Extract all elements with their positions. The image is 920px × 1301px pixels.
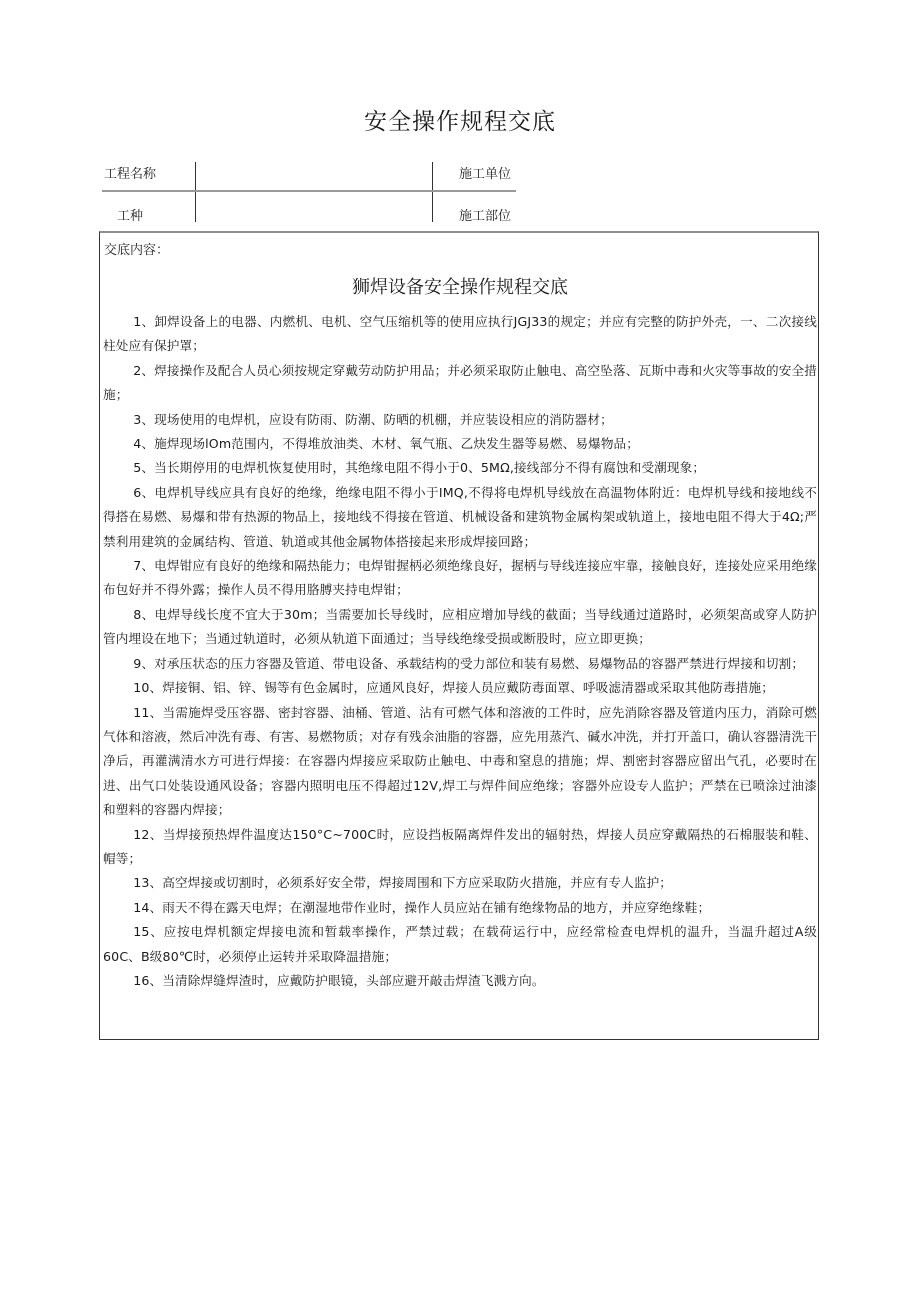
- rule-item: 14、雨天不得在露天电焊；在潮湿地带作业时，操作人员应站在铺有绝缘物品的地方，并应穿绝缘鞋；: [133, 899, 711, 915]
- rule-item: 10、焊接铜、铝、锌、锡等有色金属时，应通风良好，焊接人员应戴防毒面罩、呼吸滤清器或采取其他防毒措施；: [133, 680, 775, 696]
- rule-item: 12、当焊接预热焊件温度达150°C~700C时，应设挡板隔离焊件发出的辐射热，焊接人员应穿戴隔热的石棉服装和鞋、帽等；: [103, 826, 817, 866]
- briefing-content-box: [99, 231, 819, 1040]
- rule-item: 15、应按电焊机额定焊接电流和暂载率操作，严禁过载；在载荷运行中，应经常检查电焊机的温升，当温升超过A级60C、B级80℃时，必须停止运转并采取降温措施；: [103, 924, 817, 964]
- rule-item: 5、当长期停用的电焊机恢复使用时，其绝缘电阻不得小于0、5MΩ,接线部分不得有腐蚀和受潮现象；: [133, 460, 706, 476]
- rule-item: 2、焊接操作及配合人员心须按规定穿戴劳动防护用品；并必须采取防止触电、高空坠落、瓦斯中毒和火灾等事故的安全措施；: [103, 362, 817, 403]
- rule-item: 11、当需施焊受压容器、密封容器、油桶、管道、沾有可燃气体和溶液的工件时，应先消除容器及管道内压力，消除可燃气体和溶液，然后冲洗有毒、有害、易燃物质；对存有残余油脂的容器，应先用蒸汽、碱水冲洗，并打开盖口，确认容器清洗干净后，再灌满清水方可进行焊接：在容器内焊接应采取防止触电、中毒和窒息的措施；焊、割密封容器应留出气孔，必要时在进、出气口处装设通风设备；容器内照明电压不得超过12V,焊工与焊件间应绝缘；容器外应设专人监护；严禁在已喷涂过油漆和塑料的容器内焊接；: [103, 704, 817, 818]
- column-divider: [195, 162, 196, 222]
- rule-item: 8、电焊导线长度不宜大于30m；当需要加长导线时，应相应增加导线的截面；当导线通过道路时，必须架高或穿人防护管内埋设在地下；当通过轨道时，必须从轨道下面通过；当导线绝缘受损或断股时，应立即更换；: [103, 606, 817, 647]
- rule-item: 6、电焊机导线应具有良好的绝缘，绝缘电阻不得小于IMQ,不得将电焊机导线放在高温物体附近：电焊机导线和接地线不得搭在易燃、易爆和带有热源的物品上，接地线不得接在管道、机械设备和建筑物金属构架或轨道上，接地电阻不得大于4Ω;严禁利用建筑的金属结构、管道、轨道或其他金属物体搭接起来形成焊接回路；: [103, 484, 817, 549]
- rule-item: 1、卸焊设备上的电器、内燃机、电机、空气压缩机等的使用应执行JGJ33的规定；并应有完整的防护外壳，一、二次接线柱处应有保护罩；: [103, 314, 817, 354]
- column-divider: [432, 162, 433, 222]
- section-title: 狮焊设备安全操作规程交底: [352, 277, 568, 298]
- content-label: 交底内容：: [104, 243, 170, 258]
- row-divider: [102, 190, 516, 192]
- rules-list: [103, 310, 817, 993]
- rule-item: 16、当清除焊缝焊渣时，应戴防护眼镜，头部应避开敲击焊渣飞溅方向。: [133, 972, 545, 988]
- construction-unit-label: 施工单位: [459, 167, 512, 182]
- rule-item: 4、施焊现场lOm范围内，不得堆放油类、木材、氧气瓶、乙炔发生器等易燃、易爆物品；: [133, 436, 640, 452]
- rule-item: 9、对承压状态的压力容器及管道、带电设备、承载结构的受力部位和装有易燃、易爆物品的容器严禁进行焊接和切割；: [133, 655, 805, 671]
- document-title: 安全操作规程交底: [364, 109, 556, 135]
- construction-part-label: 施工部位: [459, 209, 512, 224]
- work-type-label: 工种: [117, 209, 144, 224]
- rule-item: 3、现场使用的电焊机，应设有防雨、防潮、防晒的机棚，并应装设相应的消防器材；: [133, 411, 613, 427]
- rule-item: 7、电焊钳应有良好的绝缘和隔热能力；电焊钳握柄必须绝缘良好，握柄与导线连接应牢靠，接触良好，连接处应采用绝缘布包好并不得外露；操作人员不得用胳膊夹持电焊钳；: [103, 558, 817, 598]
- project-name-label: 工程名称: [104, 167, 157, 182]
- rule-item: 13、高空焊接或切割时，必须系好安全带，焊接周围和下方应采取防火措施，并应有专人监护；: [133, 875, 673, 891]
